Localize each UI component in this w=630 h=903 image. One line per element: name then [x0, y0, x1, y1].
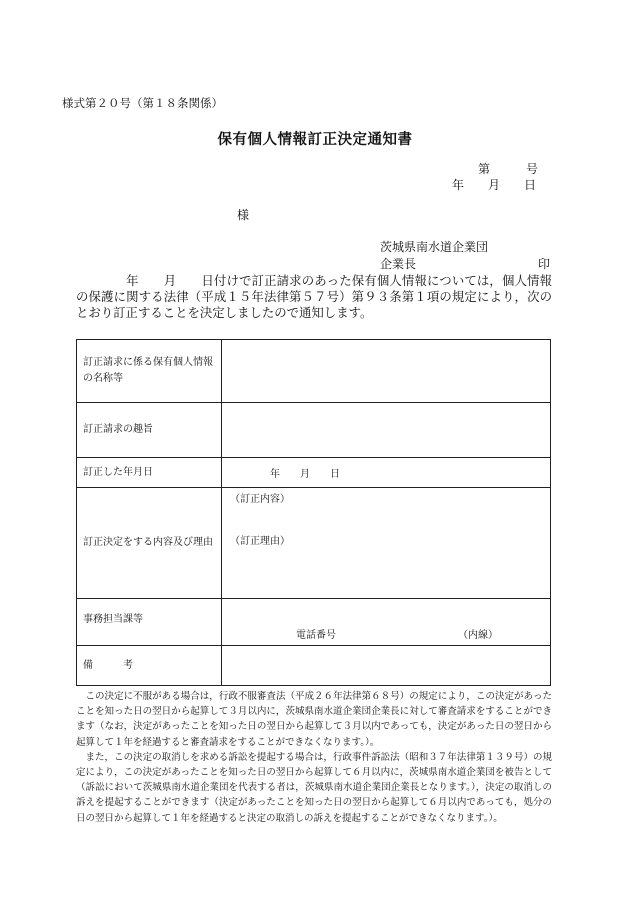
notice-body: 年 月 日付けで訂正請求のあった保有個人情報については，個人情報の保護に関する法律（平成１５年法律第５７号）第９３条第１項の規定により，次のとおり訂正することを決定しましたので通知します。	[76, 273, 552, 320]
row-value-request-purpose[interactable]	[222, 403, 551, 458]
issue-date: 年 月 日	[452, 178, 537, 192]
table-row	[77, 646, 551, 686]
issuer-title: 企業長	[380, 257, 417, 271]
correction-reason-label: （訂正理由）	[230, 536, 290, 547]
row-label-request-purpose: 訂正請求の趣旨	[77, 403, 222, 458]
document-title: 保有個人情報訂正決定通知書	[217, 131, 413, 148]
table-row	[77, 340, 551, 403]
seal-mark: 印	[538, 257, 551, 271]
row-label-info-name: 訂正請求に係る保有個人情報の名称等	[77, 340, 222, 403]
extension-label: （内線）	[458, 630, 498, 641]
correction-content-label: （訂正内容）	[230, 494, 290, 505]
row-value-office[interactable]	[222, 599, 551, 646]
phone-label: 電話番号	[296, 630, 336, 641]
document-number: 第 号	[478, 162, 539, 176]
row-value-correction-date[interactable]	[222, 458, 551, 488]
appeal-notes	[76, 689, 552, 826]
table-row	[77, 599, 551, 646]
decision-table	[76, 339, 551, 686]
form-number: 様式第２０号（第１８条関係）	[62, 96, 223, 110]
row-label-office: 事務担当課等	[77, 599, 222, 646]
row-value-remarks[interactable]	[222, 646, 551, 686]
notes-paragraph-lawsuit: また，この決定の取消しを求める訴訟を提起する場合は，行政事件訴訟法（昭和３７年法律第１３９号）の規定により，この決定があったことを知った日の翌日から起算して６月以内に，茨城県南水道企業団を被告として（訴訟において茨城県南水道企業団を代表する者は，茨城県南水道企業団企業長となります。），決定の取消しの訴えを提起することができます（決定があったことを知った日の翌日から起算して６月以内であっても，処分の日の翌日から起算して１年を経過すると決定の取消しの訴えを提起することができなくなります。）。	[76, 751, 552, 824]
notes-paragraph-appeal: この決定に不服がある場合は，行政不服審査法（平成２６年法律第６８号）の規定により，この決定があったことを知った日の翌日から起算して３月以内に，茨城県南水道企業団企業長に対して審査請求をすることができます（なお，決定があったことを知った日の翌日から起算して３月以内であっても，決定があった日の翌日から起算して１年を経過すると審査請求をすることができなくなります。）。	[76, 691, 552, 748]
table-row	[77, 403, 551, 458]
table-row	[77, 458, 551, 488]
table-row	[77, 488, 551, 599]
row-label-decision-content: 訂正決定をする内容及び理由	[77, 488, 222, 599]
correction-date-placeholder: 年 月 日	[270, 469, 340, 480]
row-value-info-name[interactable]	[222, 340, 551, 403]
addressee: 様	[237, 208, 250, 222]
issuer-organization: 茨城県南水道企業団	[380, 240, 489, 254]
row-label-correction-date: 訂正した年月日	[77, 458, 222, 488]
row-label-remarks: 備 考	[77, 646, 222, 686]
row-value-decision-content[interactable]	[222, 488, 551, 599]
